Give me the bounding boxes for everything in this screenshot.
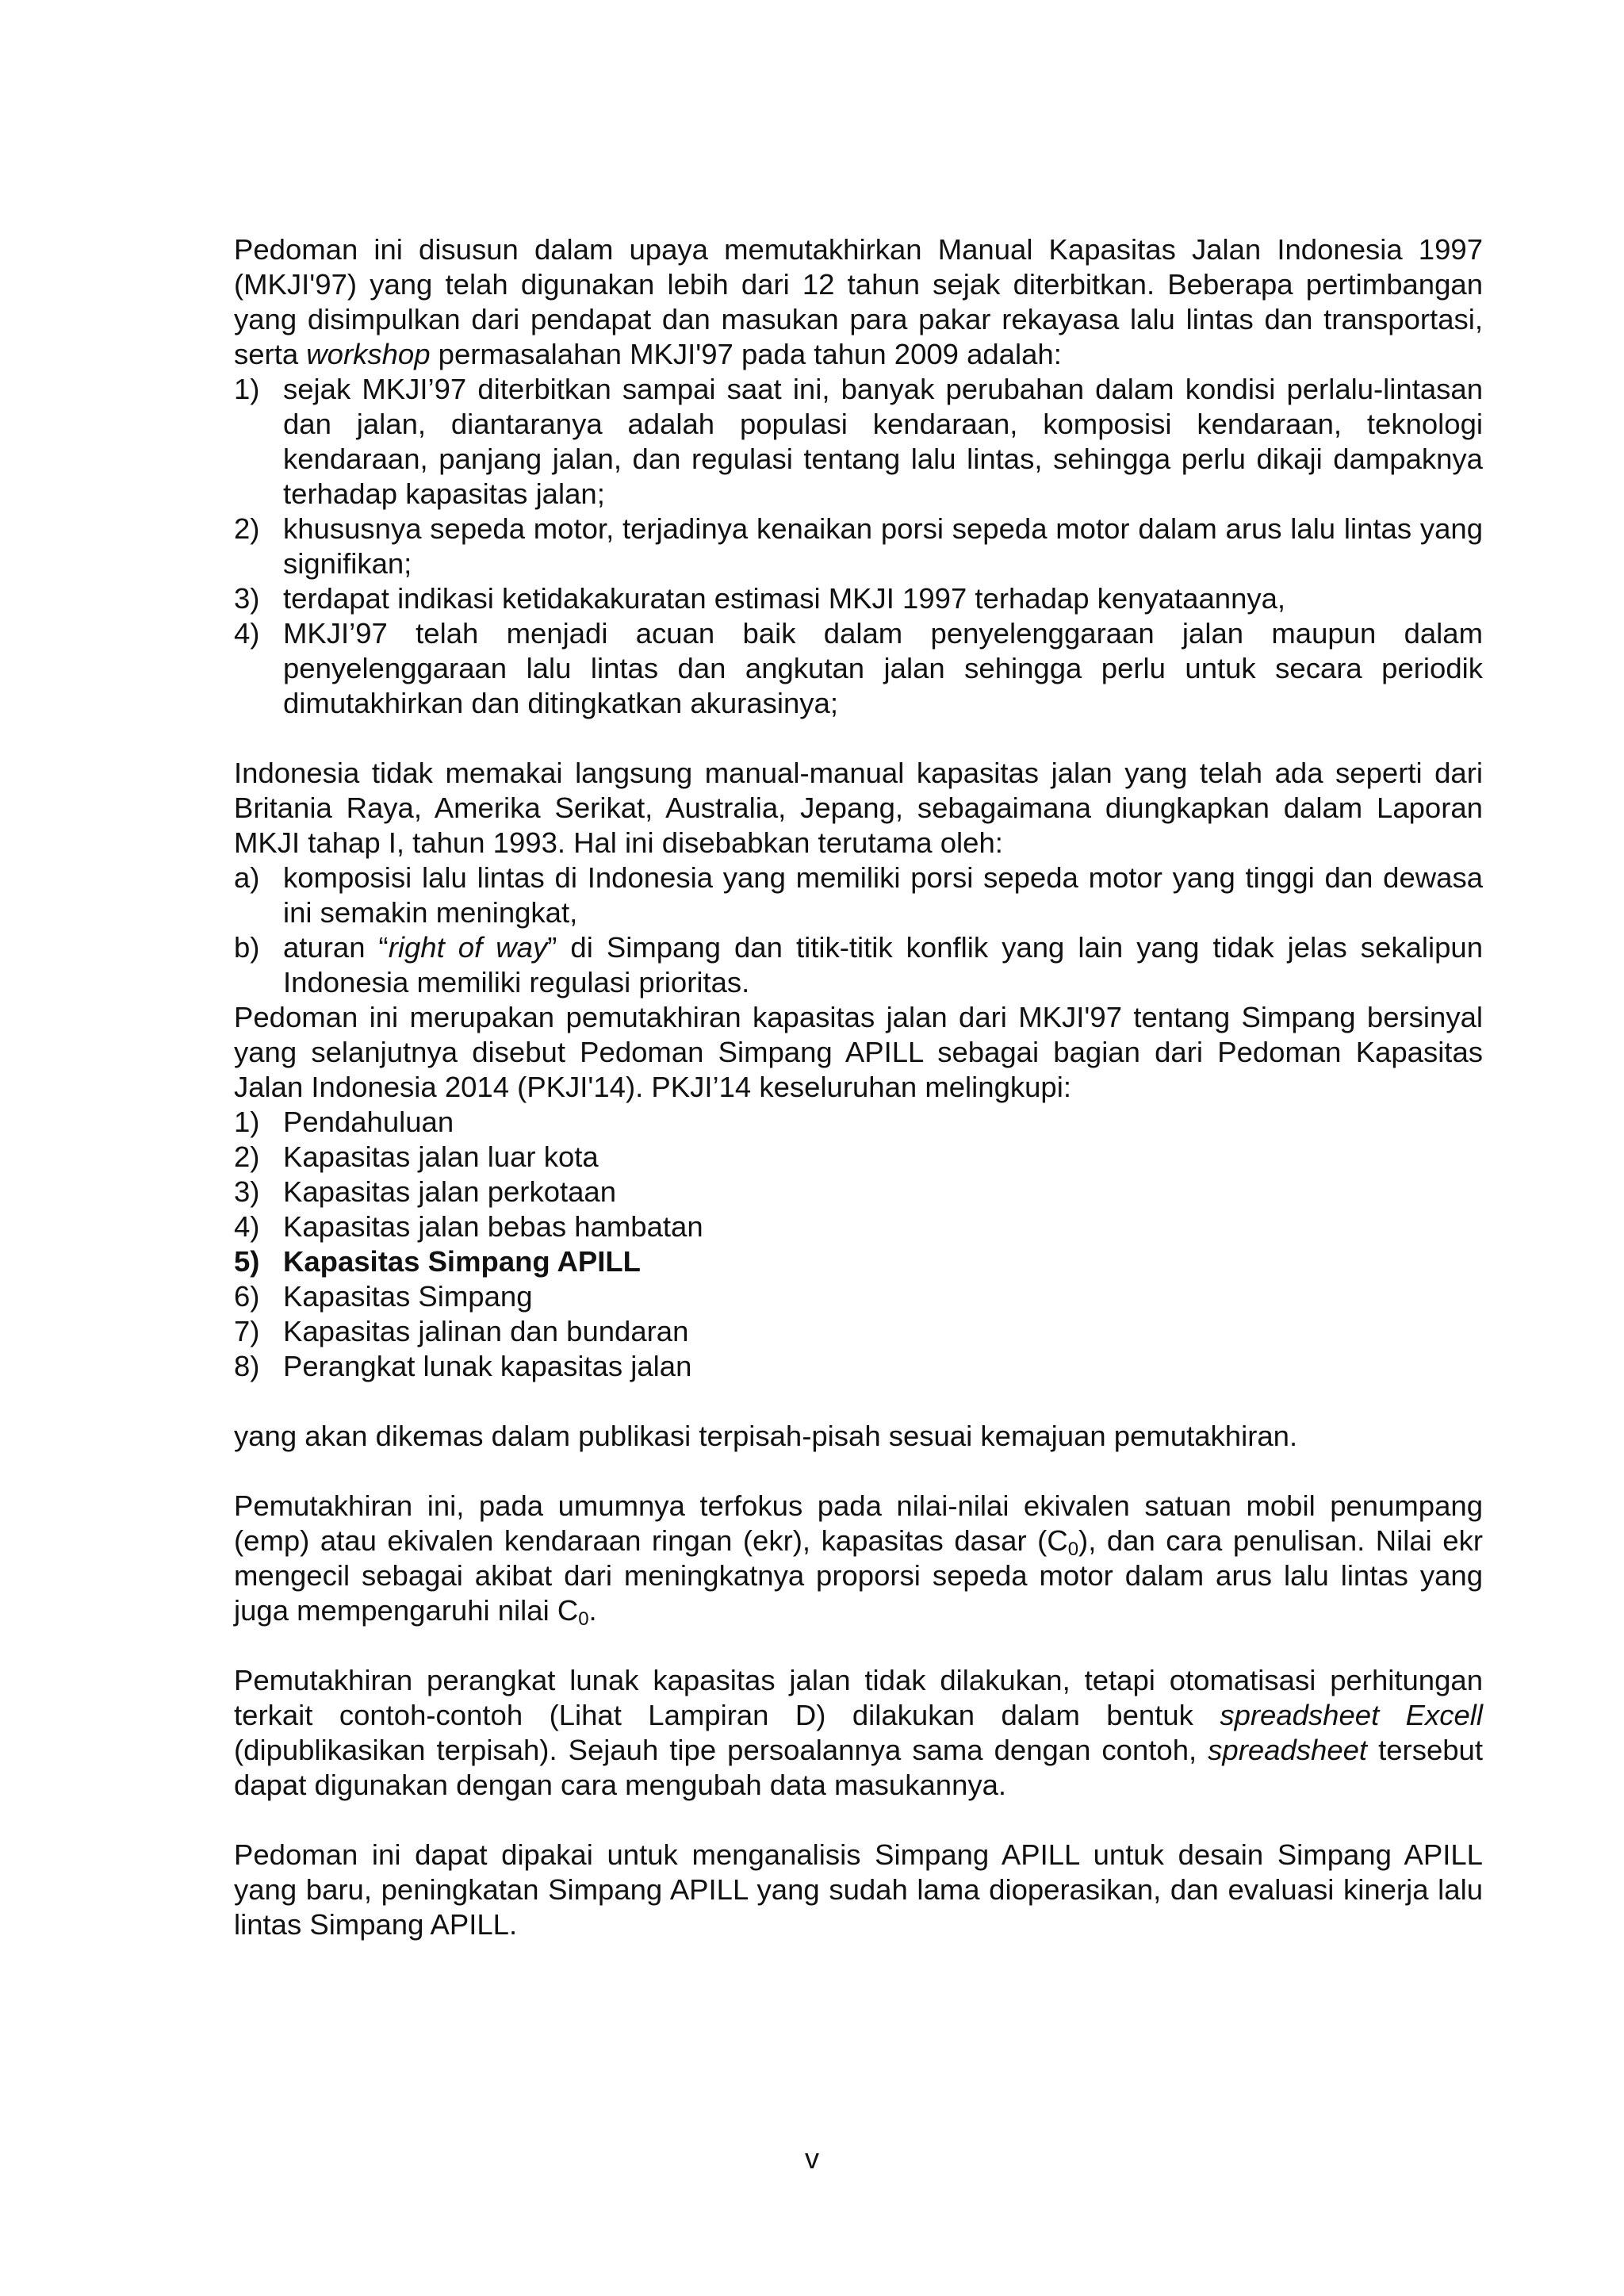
intro-paragraph: Pedoman ini disusun dalam upaya memutakhirkan Manual Kapasitas Jalan Indonesia 1997 (MKJI'97) yang telah digunakan lebih dari 12 tahun sejak diterbitkan. Beberapa pertimbangan yang disimpulkan dari pendapat dan masukan para pakar rekayasa lalu lintas dan transportasi, serta workshop permasalahan MKJI'97 pada tahun 2009 adalah: bbox=[234, 233, 1483, 370]
list-item: 1) Pendahuluan bbox=[234, 1106, 454, 1138]
paragraph-publication: yang akan dikemas dalam publikasi terpisah-pisah sesuai kemajuan pemutakhiran. bbox=[234, 1420, 1298, 1452]
paragraph-usage: Pedoman ini dapat dipakai untuk menganalisis Simpang APILL untuk desain Simpang APILL yang baru, peningkatan Simpang APILL yang sudah lama dioperasikan, dan evaluasi kinerja lalu lintas Simpang APILL. bbox=[234, 1838, 1483, 1941]
page-number: v bbox=[805, 2142, 819, 2175]
list-item: 2) Kapasitas jalan luar kota bbox=[234, 1140, 599, 1173]
list-item: 2) khususnya sepeda motor, terjadinya kenaikan porsi sepeda motor dalam arus lalu lintas yang signifikan; bbox=[234, 512, 1483, 580]
list-item: 4) MKJI’97 telah menjadi acuan baik dalam penyelenggaraan jalan maupun dalam penyelenggaraan lalu lintas dan angkutan jalan sehingga perlu untuk secara periodik dimutakhirkan dan ditingkatkan akurasinya; bbox=[234, 617, 1483, 719]
reasons-list bbox=[234, 861, 1483, 1000]
list-item: 1) sejak MKJI’97 diterbitkan sampai saat ini, banyak perubahan dalam kondisi perlalu-lintasan dan jalan, diantaranya adalah populasi kendaraan, komposisi kendaraan, teknologi kendaraan, panjang jalan, dan regulasi tentang lalu lintas, sehingga perlu dikaji dampaknya terhadap kapasitas jalan; bbox=[234, 373, 1483, 510]
list-item: 3) terdapat indikasi ketidakakuratan estimasi MKJI 1997 terhadap kenyataannya, bbox=[234, 582, 1286, 615]
list-item: 4) Kapasitas jalan bebas hambatan bbox=[234, 1210, 703, 1243]
list-item: 3) Kapasitas jalan perkotaan bbox=[234, 1175, 617, 1208]
list-item: b) aturan “right of way” di Simpang dan titik-titik konflik yang lain yang tidak jelas sekalipun Indonesia memiliki regulasi prioritas. bbox=[234, 931, 1483, 999]
volumes-list bbox=[234, 1105, 1483, 1384]
paragraph-manuals: Indonesia tidak memakai langsung manual-manual kapasitas jalan yang telah ada seperti dari Britania Raya, Amerika Serikat, Australia, Jepang, sebagaimana diungkapkan dalam Laporan MKJI tahap I, tahun 1993. Hal ini disebabkan terutama oleh: bbox=[234, 757, 1483, 859]
paragraph-software: Pemutakhiran perangkat lunak kapasitas jalan tidak dilakukan, tetapi otomatisasi perhitungan terkait contoh-contoh (Lihat Lampiran D) dilakukan dalam bentuk spreadsheet Excell (dipublikasikan terpisah). Sejauh tipe persoalannya sama dengan contoh, spreadsheet tersebut dapat digunakan dengan cara mengubah data masukannya. bbox=[234, 1664, 1483, 1801]
list-item: a) komposisi lalu lintas di Indonesia yang memiliki porsi sepeda motor yang tinggi dan dewasa ini semakin meningkat, bbox=[234, 861, 1483, 929]
intro-italic-term: workshop bbox=[306, 338, 431, 370]
list-item: 7) Kapasitas jalinan dan bundaran bbox=[234, 1315, 689, 1347]
list-item: 8) Perangkat lunak kapasitas jalan bbox=[234, 1350, 692, 1382]
document-body bbox=[234, 232, 1483, 1942]
paragraph-pkji: Pedoman ini merupakan pemutakhiran kapasitas jalan dari MKJI'97 tentang Simpang bersinyal yang selanjutnya disebut Pedoman Simpang APILL sebagai bagian dari Pedoman Kapasitas Jalan Indonesia 2014 (PKJI'14). PKJI’14 keseluruhan melingkupi: bbox=[234, 1001, 1483, 1103]
considerations-list bbox=[234, 372, 1483, 721]
list-item-current-volume: 5) Kapasitas Simpang APILL bbox=[234, 1245, 641, 1278]
paragraph-updates: Pemutakhiran ini, pada umumnya terfokus pada nilai-nilai ekivalen satuan mobil penumpang (emp) atau ekivalen kendaraan ringan (ekr), kapasitas dasar $(C_0)$, dan cara penulisan. Nilai ekr mengecil sebagai akibat dari meningkatnya proporsi sepeda motor dalam arus lalu lintas yang juga mempengaruhi nilai $C_0$. bbox=[234, 1489, 1484, 1630]
list-item: 6) Kapasitas Simpang bbox=[234, 1280, 533, 1313]
